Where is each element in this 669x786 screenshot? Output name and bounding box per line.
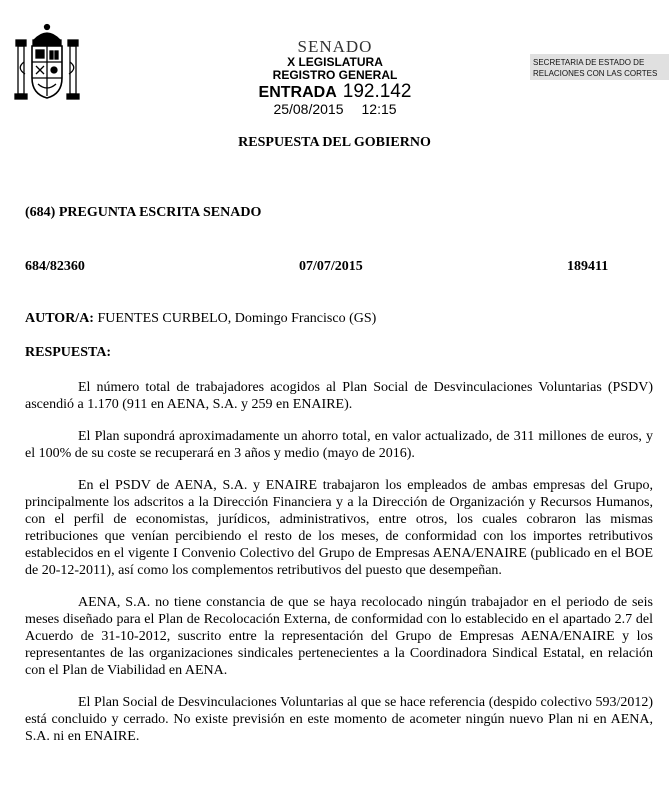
stamp-senado: SENADO <box>297 37 373 56</box>
stamp-registro: REGISTRO GENERAL <box>272 68 398 82</box>
stamp-entrada-label: ENTRADA <box>258 84 337 101</box>
paragraph: El Plan supondrá aproximadamente un ahorro total, en valor actualizado, de 311 millones de euros, y el 100% de su coste se recuperará en 3 años y medio (mayo de 2016). <box>25 429 653 461</box>
autor-name: FUENTES CURBELO, Domingo Francisco (GS) <box>97 311 377 326</box>
registro-stamp <box>245 38 425 116</box>
paragraph: El número total de trabajadores acogidos al Plan Social de Desvinculaciones Voluntarias (PSDV) ascendió a 1.170 (911 en AENA, S.A. y 259 en ENAIRE). <box>25 380 653 412</box>
secretaria-line-1: SECRETARIA DE ESTADO DE <box>533 58 645 67</box>
paragraph: En el PSDV de AENA, S.A. y ENAIRE trabajaron los empleados de ambas empresas del Grupo, principalmente los adscritos a la Dirección Financiera y a la Dirección de Organización y Recursos Humanos, con el perfil de economistas, jurídicos, administrativos, entre otros, los cuales cobraron las mismas retribuciones que venían percibiendo el resto de los meses, de conformidad con los importes retributivos establecidos en el vigente I Convenio Colectivo del Grupo de Empresas AENA/ENAIRE (publicado en el BOE de 20-12-2011), así como los complementos retributivos del puesto que desempeñan. <box>25 478 653 578</box>
paragraph: El Plan Social de Desvinculaciones Voluntarias al que se hace referencia (despido colectivo 593/2012) está concluido y cerrado. No existe previsión en este momento de acometer ningún nuevo Plan ni en AENA, S.A. ni en ENAIRE. <box>25 695 653 744</box>
autor-label: AUTOR/A: <box>25 311 94 326</box>
ref-numero: 189411 <box>567 259 609 274</box>
autor-line <box>25 311 376 327</box>
stamp-entrada-number: 192.142 <box>342 81 412 102</box>
pregunta-heading: (684) PREGUNTA ESCRITA SENADO <box>25 205 262 220</box>
respuesta-body <box>25 379 653 760</box>
stamp-date: 25/08/2015 <box>273 101 344 117</box>
stamp-datetime <box>245 102 425 116</box>
stamp-legislatura: X LEGISLATURA <box>287 55 383 69</box>
document-title: RESPUESTA DEL GOBIERNO <box>238 135 431 150</box>
respuesta-label: RESPUESTA: <box>25 345 112 360</box>
stamp-entrada <box>245 82 425 101</box>
ref-fecha: 07/07/2015 <box>299 259 363 274</box>
ref-expediente: 684/82360 <box>25 259 85 274</box>
secretaria-label <box>530 54 669 80</box>
coat-of-arms-icon <box>12 22 82 114</box>
secretaria-line-2: RELACIONES CON LAS CORTES <box>533 69 658 78</box>
stamp-time: 12:15 <box>361 101 397 117</box>
paragraph: AENA, S.A. no tiene constancia de que se haya recolocado ningún trabajador en el periodo de seis meses diseñado para el Plan de Recolocación Externa, de conformidad con lo establecido en el apartado 2.7 del Acuerdo de 31-10-2012, suscrito entre la representación del Grupo de Empresas AENA/ENAIRE y los representantes de las organizaciones sindicales pertenecientes a la Coordinadora Sindical Estatal, en relación con el Plan de Viabilidad en AENA. <box>25 595 653 678</box>
